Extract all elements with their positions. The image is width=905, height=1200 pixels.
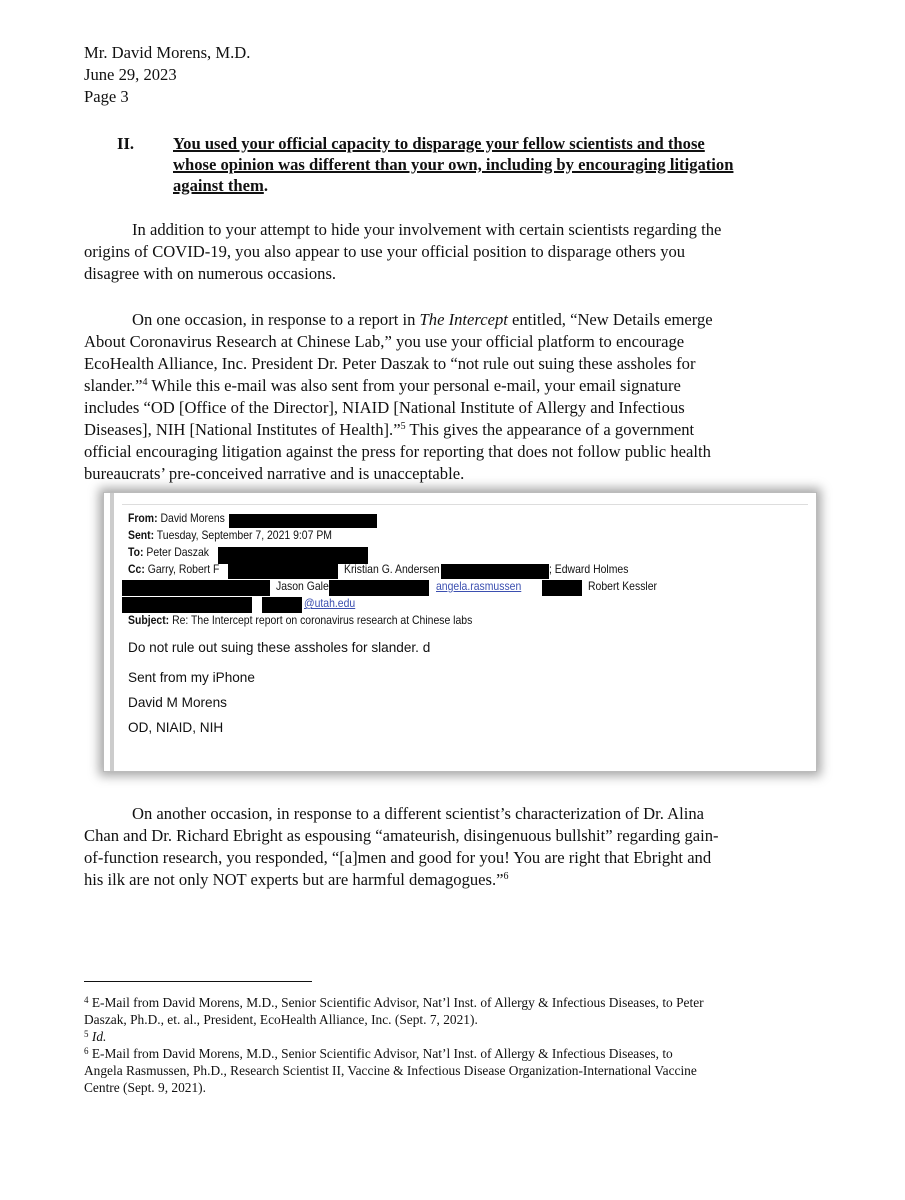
email-sent: Sent: Tuesday, September 7, 2021 9:07 PM bbox=[128, 529, 332, 542]
email-cc-link[interactable]: @utah.edu bbox=[304, 597, 356, 610]
email-cc: ; Edward Holmes bbox=[549, 563, 629, 576]
redaction bbox=[441, 564, 549, 579]
footnote-ref: 6 bbox=[503, 871, 509, 882]
email-to: To: Peter Daszak bbox=[128, 546, 209, 559]
paragraph-line: his ilk are not only NOT experts but are harmful demagogues.”$^6$ bbox=[84, 870, 509, 889]
email-body: Do not rule out suing these assholes for slander. d bbox=[128, 640, 431, 655]
paragraph-line: On one occasion, in response to a report in The Intercept entitled, “New Details emerge bbox=[132, 310, 713, 329]
email-cc: Kristian G. Andersen bbox=[344, 563, 440, 576]
email-cc: Robert Kessler bbox=[588, 580, 658, 593]
email-signature-line: OD, NIAID, NIH bbox=[128, 720, 224, 735]
footnote-6-cont: Centre (Sept. 9, 2021). bbox=[84, 1080, 206, 1095]
email-cc: Cc: Garry, Robert F bbox=[128, 563, 220, 576]
paragraph-line: About Coronavirus Research at Chinese Lab,” you use your official platform to encourage bbox=[84, 332, 685, 351]
footnote-6-cont: Angela Rasmussen, Ph.D., Research Scientist II, Vaccine & Infectious Disease Organization-International Vaccine bbox=[84, 1063, 697, 1078]
section-heading-line: You used your official capacity to disparage your fellow scientists and those bbox=[173, 134, 705, 153]
footnote-5: $^5$ Id. bbox=[84, 1029, 107, 1044]
email-cc-link[interactable]: angela.rasmussen bbox=[436, 580, 522, 593]
redaction bbox=[262, 597, 302, 613]
redaction bbox=[218, 547, 368, 564]
paragraph-line: official encouraging litigation against the press for reporting that does not follow public health bbox=[84, 442, 711, 461]
redaction bbox=[228, 564, 338, 579]
paragraph-line: includes “OD [Office of the Director], NIAID [National Institute of Allergy and Infectious bbox=[84, 398, 685, 417]
email-screenshot bbox=[103, 492, 817, 772]
paragraph-line: EcoHealth Alliance, Inc. President Dr. Peter Daszak to “not rule out suing these assholes for bbox=[84, 354, 696, 373]
addressee: Mr. David Morens, M.D. bbox=[84, 43, 251, 62]
section-numeral: II. bbox=[117, 134, 135, 153]
paragraph-line: On another occasion, in response to a different scientist’s characterization of Dr. Alina bbox=[132, 804, 704, 823]
redaction bbox=[122, 580, 270, 596]
redaction bbox=[122, 597, 252, 613]
paragraph-line: In addition to your attempt to hide your involvement with certain scientists regarding the bbox=[132, 220, 722, 239]
footnote-ref: 4 bbox=[142, 377, 148, 388]
footnote-4-cont: Daszak, Ph.D., et. al., President, EcoHealth Alliance, Inc. (Sept. 7, 2021). bbox=[84, 1012, 478, 1027]
section-heading-line: whose opinion was different than your own, including by encouraging litigation bbox=[173, 155, 734, 174]
footnote-ref: 5 bbox=[400, 421, 406, 432]
paragraph-line: origins of COVID-19, you also appear to use your official position to disparage others you bbox=[84, 242, 686, 261]
footnote-divider bbox=[84, 981, 312, 982]
email-from: From: David Morens bbox=[128, 512, 225, 525]
redaction bbox=[329, 580, 429, 596]
letter-date: June 29, 2023 bbox=[84, 65, 177, 84]
footnote-6: $^6$ E-Mail from David Morens, M.D., Senior Scientific Advisor, Nat’l Inst. of Allergy & Infectious Diseases, to bbox=[84, 1046, 673, 1061]
paragraph-line: Diseases], NIH [National Institutes of Health].”$^5$ This gives the appearance of a government bbox=[84, 420, 695, 439]
page-number: Page 3 bbox=[84, 87, 129, 106]
redaction bbox=[229, 514, 377, 528]
email-cc: Jason Gale bbox=[276, 580, 329, 593]
email-subject: Subject: Re: The Intercept report on coronavirus research at Chinese labs bbox=[128, 614, 473, 627]
paragraph-line: of-function research, you responded, “[a]men and good for you! You are right that Ebright and bbox=[84, 848, 712, 867]
email-signature-line: Sent from my iPhone bbox=[128, 670, 255, 685]
paragraph-line: disagree with on numerous occasions. bbox=[84, 264, 337, 283]
email-signature-line: David M Morens bbox=[128, 695, 227, 710]
paragraph-line: slander.”$^4$ While this e-mail was also sent from your personal e-mail, your email signature bbox=[84, 376, 681, 395]
paragraph-line: Chan and Dr. Richard Ebright as espousing “amateurish, disingenuous bullshit” regarding gain- bbox=[84, 826, 719, 845]
section-heading-line: against them. bbox=[173, 176, 268, 195]
footnote-4: $^4$ E-Mail from David Morens, M.D., Senior Scientific Advisor, Nat’l Inst. of Allergy & Infectious Diseases, to Peter bbox=[84, 995, 704, 1010]
paragraph-line: bureaucrats’ pre-conceived narrative and is unacceptable. bbox=[84, 464, 465, 483]
redaction bbox=[542, 580, 582, 596]
